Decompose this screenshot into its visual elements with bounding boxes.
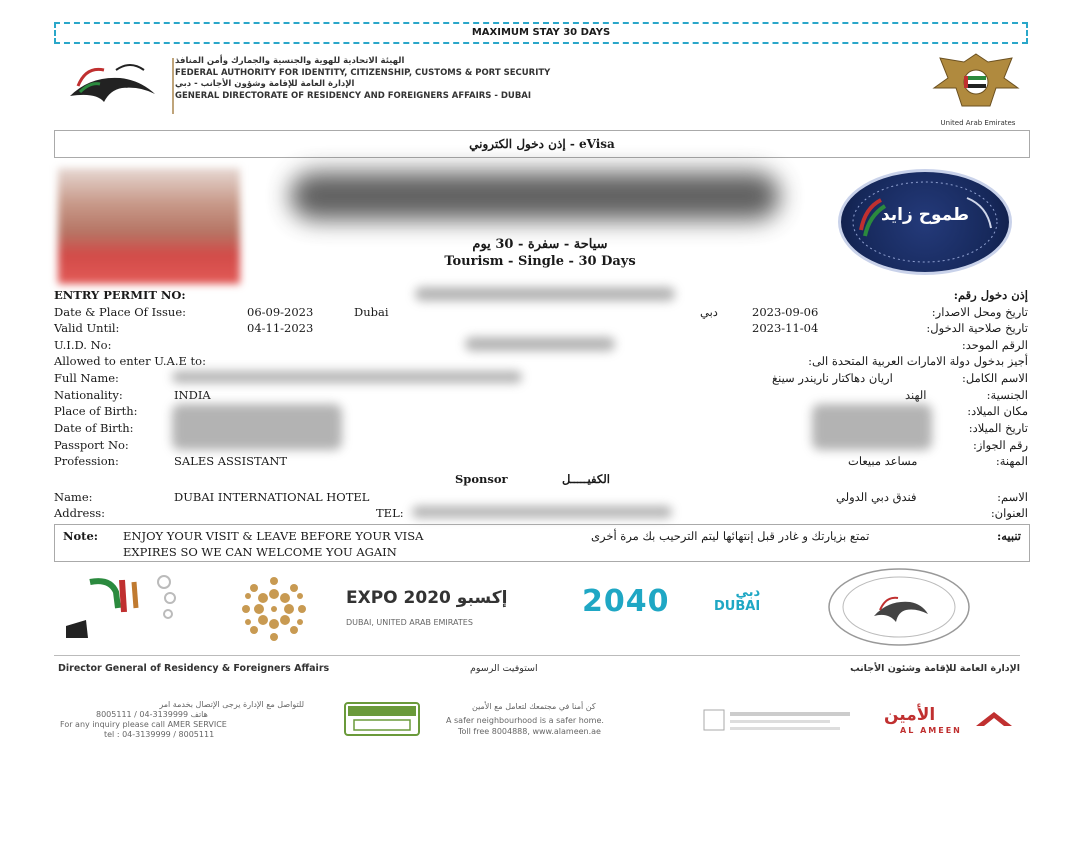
max-stay-banner: MAXIMUM STAY 30 DAYS [54,22,1028,44]
profession-label: Profession: [54,454,119,468]
visa-type-en: Tourism - Single - 30 Days [444,254,636,269]
issue-date: 06-09-2023 [247,305,314,319]
note-line-2: EXPIRES SO WE CAN WELCOME YOU AGAIN [123,545,397,559]
note-ar: تمتع بزيارتك و غادر قبل إنتهائها ليتم الترحيب بك مرة أخرى [591,529,870,543]
tel-label: TEL: [376,506,404,520]
fees-paid-stamp: استوفيت الرسوم [470,663,538,674]
expo-sub: DUBAI, UNITED ARAB EMIRATES [346,618,473,627]
pob-label-ar: مكان الميلاد: [967,404,1028,418]
dob-label: Date of Birth: [54,421,134,435]
amer-number: 8005111 / 04-3139999 هاتف [96,710,208,719]
divider [54,655,1020,656]
expo-logo-text [346,588,507,608]
birth-passport-redacted [172,404,342,450]
nationality: INDIA [174,388,211,402]
ameen-en-2: Toll free 8004888, www.alameen.ae [458,727,601,736]
emblem-caption: United Arab Emirates [940,119,1016,127]
birth-passport-ar-redacted [812,404,932,450]
address-label-ar: العنوان: [990,506,1028,520]
director-ar: الإدارة العامة للإقامة وشئون الأجانب [850,663,1020,674]
passport-label-ar: رقم الجواز: [972,438,1028,452]
sponsor-name-label-ar: الاسم: [997,490,1028,504]
nationality-label-ar: الجنسية: [986,388,1028,402]
dubai-ar: دبي [735,585,761,600]
gdrfa-seal-icon [826,566,972,648]
sponsor-title: Sponsor [455,472,508,486]
applicant-name-redacted [290,172,780,220]
nationality-ar: الهند [905,388,927,402]
visa-type-ar: سياحة - سفرة - 30 يوم [472,237,608,252]
issue-place-ar: دبي [700,305,718,319]
tel-redacted [412,506,672,518]
visa-type [300,236,780,270]
fullname-label: Full Name: [54,371,119,385]
dob-label-ar: تاريخ الميلاد: [968,421,1028,435]
sponsor-name-label: Name: [54,490,93,504]
amer-tel: tel : 04-3139999 / 8005111 [104,730,215,739]
issue-label: Date & Place Of Issue: [54,305,186,319]
divider [172,58,174,114]
al-ameen-en: AL AMEEN [900,726,962,735]
note-label-ar: تنبيه: [996,529,1021,543]
note-label: Note: [63,529,99,543]
ameen-en-1: A safer neighbourhood is a safer home. [446,716,604,725]
year-of-tolerance-logo-icon [60,572,180,646]
fullname-label-ar: الاسم الكامل: [962,371,1028,385]
uae-emblem-icon [926,48,1026,118]
dubai-en: DUBAI [714,599,761,614]
zayed-ambition-badge [838,169,1012,275]
entry-permit-label-ar: إذن دخول رقم: [953,288,1028,302]
director-en: Director General of Residency & Foreigners Affairs [58,663,330,674]
valid-date-ar: 2023-11-04 [752,321,819,335]
expo-ar: إكسبو [456,588,508,608]
fullname-ar: اريان دهاكتار ناريندر سينغ [772,371,893,385]
community-safety-logo-icon [702,706,858,736]
address-label: Address: [54,506,106,520]
ameen-ar: كن أمنا في مجتمعك لتعامل مع الأمين [472,702,596,711]
dubai-2040-logo: 2040 [582,584,670,619]
valid-label-ar: تاريخ صلاحية الدخول: [926,321,1028,335]
uid-label-ar: الرقم الموحد: [961,338,1028,352]
al-ameen-wing-icon [974,708,1014,730]
amer-ar: للتواصل مع الإدارة يرجى الإتصال بخدمة امر [159,700,304,709]
dubai-wordmark [714,586,760,614]
profession: SALES ASSISTANT [174,454,288,468]
expo-en: EXPO 2020 [346,588,451,608]
issue-date-ar: 2023-09-06 [752,305,819,319]
authority-heading [175,56,635,102]
authority-en-1: FEDERAL AUTHORITY FOR IDENTITY, CITIZENSHIP, CUSTOMS & PORT SECURITY [175,67,551,78]
allowed-label: Allowed to enter U.A.E to: [54,354,206,368]
valid-label: Valid Until: [54,321,120,335]
profession-ar: مساعد مبيعات [848,454,918,468]
profession-label-ar: المهنة: [995,454,1028,468]
valid-date: 04-11-2023 [247,321,314,335]
expo-2020-emblem-icon [222,574,326,644]
authority-en-2: GENERAL DIRECTORATE OF RESIDENCY AND FOREIGNERS AFFAIRS - DUBAI [175,90,532,101]
authority-ar-1: الهيئة الاتحادية للهوية والجنسية والجمارك وأمن المنافذ [175,56,405,66]
sponsor-name-ar: فندق دبي الدولي [836,490,917,504]
applicant-photo [58,168,240,284]
fullname-redacted [172,371,522,383]
pob-label: Place of Birth: [54,404,138,418]
falcon-logo-icon [60,56,170,112]
passport-label: Passport No: [54,438,129,452]
uid-redacted [465,337,615,351]
entry-permit-label: ENTRY PERMIT NO: [54,288,186,302]
sponsor-name: DUBAI INTERNATIONAL HOTEL [174,490,370,504]
sponsor-title-ar: الكفيـــــل [562,472,610,486]
badge-text: طموح زايد [880,205,970,225]
note-line-1: ENJOY YOUR VISIT & LEAVE BEFORE YOUR VISA [123,529,424,543]
note-box [54,524,1030,562]
amer-800-logo-icon [344,702,420,736]
issue-label-ar: تاريخ ومحل الاصدار: [931,305,1028,319]
al-ameen-logo [884,706,935,724]
uid-label: U.I.D. No: [54,338,112,352]
allowed-label-ar: أجيز بدخول دولة الامارات العربية المتحدة الى: [808,354,1028,368]
authority-ar-2: الإدارة العامة للإقامة وشؤون الأجانب - دبي [175,79,355,89]
al-ameen-ar: الأمين [884,705,936,725]
entry-permit-redacted [415,287,675,301]
nationality-label: Nationality: [54,388,123,402]
amer-en: For any inquiry please call AMER SERVICE [60,720,227,729]
evisa-title: إذن دخول الكتروني - eVisa [54,130,1030,158]
issue-place: Dubai [354,305,389,319]
